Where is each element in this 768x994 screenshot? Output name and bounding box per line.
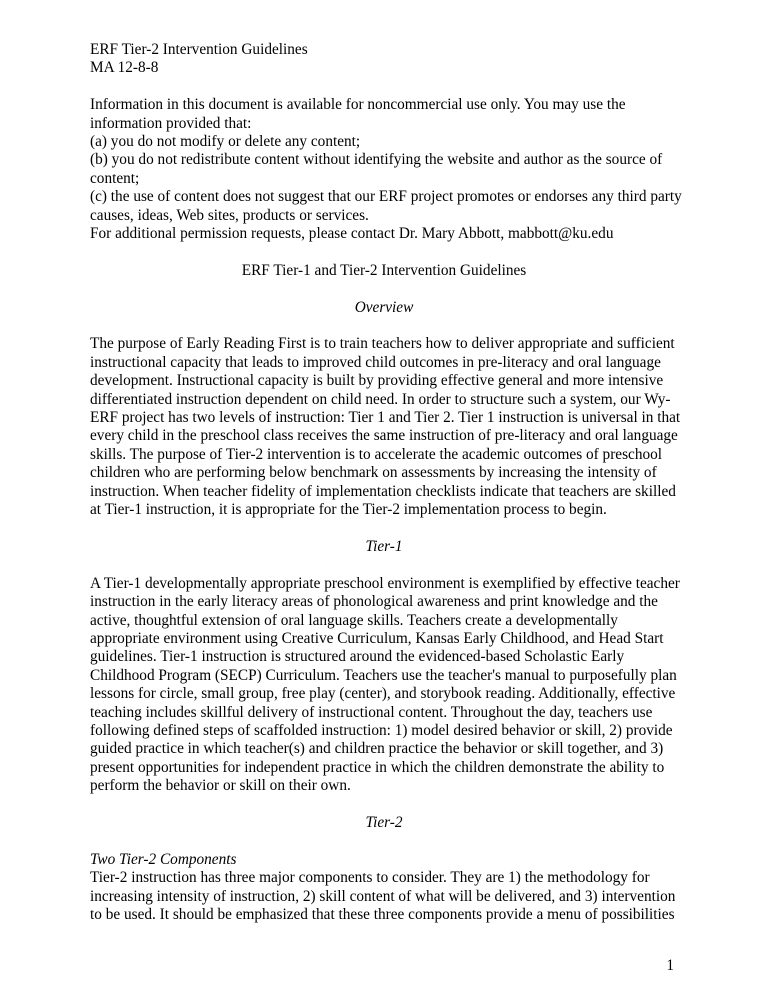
paragraph-line: development. Instructional capacity is built by providing effective general and more intensive (90, 372, 664, 390)
paragraph-line: following defined steps of scaffolded instruction: 1) model desired behavior or skill, 2) provide (90, 721, 673, 739)
document-title: ERF Tier-1 and Tier-2 Intervention Guidelines (241, 261, 527, 279)
paragraph-line: appropriate environment using Creative Curriculum, Kansas Early Childhood, and Head Start (90, 629, 664, 647)
paragraph-line: to be used. It should be emphasized that these three components provide a menu of possibilities (90, 905, 675, 923)
header-line: ERF Tier-2 Intervention Guidelines (90, 41, 308, 58)
paragraph-line: Childhood Program (SECP) Curriculum. Teachers use the teacher's manual to purposefully plan (90, 666, 677, 684)
tier1-heading: Tier-1 (365, 537, 403, 555)
notice-line: content; (90, 169, 140, 187)
overview-paragraph (90, 335, 681, 519)
notice-line: information provided that: (90, 114, 252, 132)
notice-line: causes, ideas, Web sites, products or services. (90, 206, 369, 224)
tier2-subheading: Two Tier-2 Components (90, 850, 237, 868)
paragraph-line: A Tier-1 developmentally appropriate preschool environment is exemplified by effective teacher (90, 574, 680, 592)
page-number: 1 (666, 957, 674, 974)
paragraph-line: The purpose of Early Reading First is to train teachers how to deliver appropriate and sufficient (90, 335, 675, 353)
overview-heading: Overview (354, 298, 414, 316)
paragraph-line: guidelines. Tier-1 instruction is structured around the evidenced-based Scholastic Early (90, 648, 625, 666)
paragraph-line: instruction in the early literacy areas of phonological awareness and print knowledge and the (90, 593, 658, 611)
tier2-paragraph (90, 869, 678, 924)
paragraph-line: increasing intensity of instruction, 2) skill content of what will be delivered, and 3) intervention (90, 887, 676, 905)
notice-line: For additional permission requests, please contact Dr. Mary Abbott, mabbott@ku.edu (90, 225, 614, 243)
paragraph-line: Tier-2 instruction has three major components to consider. They are 1) the methodology for (90, 869, 650, 887)
tier2-heading: Tier-2 (365, 813, 403, 831)
notice-line: (b) you do not redistribute content without identifying the website and author as the source of (90, 151, 663, 169)
usage-notice (90, 96, 682, 243)
paragraph-line: lessons for circle, small group, free play (center), and storybook reading. Additionally, effective (90, 685, 676, 703)
paragraph-line: every child in the preschool class receives the same instruction of pre-literacy and oral language (90, 427, 678, 445)
paragraph-line: present opportunities for independent practice in which the children demonstrate the ability to (90, 758, 665, 776)
paragraph-line: instruction. When teacher fidelity of implementation checklists indicate that teachers are skilled (90, 482, 676, 500)
paragraph-line: ERF project has two levels of instruction: Tier 1 and Tier 2. Tier 1 instruction is universal in that (90, 409, 681, 427)
paragraph-line: perform the behavior or skill on their own. (90, 777, 351, 795)
paragraph-line: teaching includes skillful delivery of instructional content. Throughout the day, teachers use (90, 703, 653, 721)
paragraph-line: children who are performing below benchmark on assessments by increasing the intensity of (90, 464, 657, 482)
paragraph-line: skills. The purpose of Tier-2 intervention is to accelerate the academic outcomes of preschool (90, 445, 663, 463)
notice-line: (a) you do not modify or delete any content; (90, 133, 361, 151)
paragraph-line: differentiated instruction dependent on child need. In order to structure such a system, our Wy- (90, 390, 671, 408)
header-line: MA 12-8-8 (90, 59, 159, 77)
notice-line: Information in this document is available for noncommercial use only. You may use the (90, 96, 626, 114)
paragraph-line: guided practice in which teacher(s) and children practice the behavior or skill together, and 3) (90, 740, 664, 758)
tier1-paragraph (90, 575, 678, 796)
paragraph-line: at Tier-1 instruction, it is appropriate for the Tier-2 implementation process to begin. (90, 501, 607, 519)
paragraph-line: instructional capacity that leads to improved child outcomes in pre-literacy and oral language (90, 353, 661, 371)
paragraph-line: active, thoughtful extension of oral language skills. Teachers create a developmentally (90, 611, 618, 629)
notice-line: (c) the use of content does not suggest that our ERF project promotes or endorses any third party (90, 188, 682, 206)
document-header (90, 41, 678, 78)
